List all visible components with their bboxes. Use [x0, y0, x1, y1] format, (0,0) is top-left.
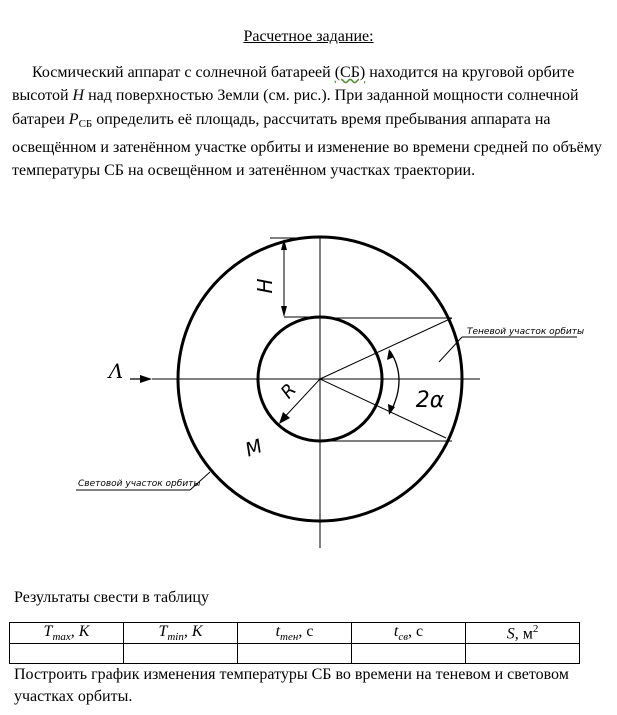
table-header-row — [10, 623, 580, 644]
header-area: S, $м^2$ — [466, 623, 580, 644]
header-t-light: $t_{св}$, с — [352, 623, 466, 644]
table-cell[interactable] — [10, 644, 124, 664]
table-cell[interactable] — [466, 644, 580, 664]
table-cell[interactable] — [238, 644, 352, 664]
task-text-1: Космический аппарат с солнечной батареей — [32, 64, 335, 81]
radius-arrowhead — [279, 412, 290, 424]
table-empty-row — [10, 644, 580, 664]
task-text-2: находится на круговой орбите высотой — [12, 64, 575, 105]
task-text-3: над поверхностью Земли (см. рис.). При заданной мощности солнечной батареи — [12, 87, 579, 128]
light-label: Световой участок орбиты — [78, 479, 201, 489]
power-symbol: P — [68, 110, 79, 128]
height-label: H — [253, 278, 277, 294]
angle-arc — [390, 351, 399, 413]
radius-label: R — [276, 379, 301, 403]
height-arrow-bottom — [281, 306, 287, 317]
angle-arrow-top — [387, 349, 394, 360]
shadow-ray-top — [320, 318, 452, 379]
header-tmax: $T_{max}$, K — [10, 623, 124, 644]
results-caption: Результаты свести в таблицу — [14, 589, 209, 606]
final-instruction: Построить график изменения температуры СБ во времени на теневом и световом участках орбиты. — [14, 666, 569, 705]
header-tmin: $T_{min}$, K — [124, 623, 238, 644]
table-cell[interactable] — [124, 644, 238, 664]
height-symbol: H — [72, 87, 85, 105]
page-title: Расчетное задание: — [243, 28, 374, 45]
sb-abbreviation: (СБ) — [334, 64, 366, 81]
craft-label: M — [242, 435, 266, 462]
table-cell[interactable] — [352, 644, 466, 664]
sun-direction-arrowhead — [140, 375, 152, 383]
angle-label: 2α — [415, 388, 445, 413]
results-table — [9, 622, 580, 664]
header-t-shadow: $t_{тен}$, с — [238, 623, 352, 644]
sun-direction-label: Λ — [108, 359, 124, 383]
power-subscript: СБ — [78, 117, 93, 130]
shadow-label: Теневой участок орбиты — [467, 327, 585, 337]
task-text-4: определить её площадь, рассчитать время пребывания аппарата на освещённом и затенённом участке орбиты и изменение во времени средней по объёму температуры СБ на освещённом и затенённом участках траектории. — [12, 110, 602, 180]
